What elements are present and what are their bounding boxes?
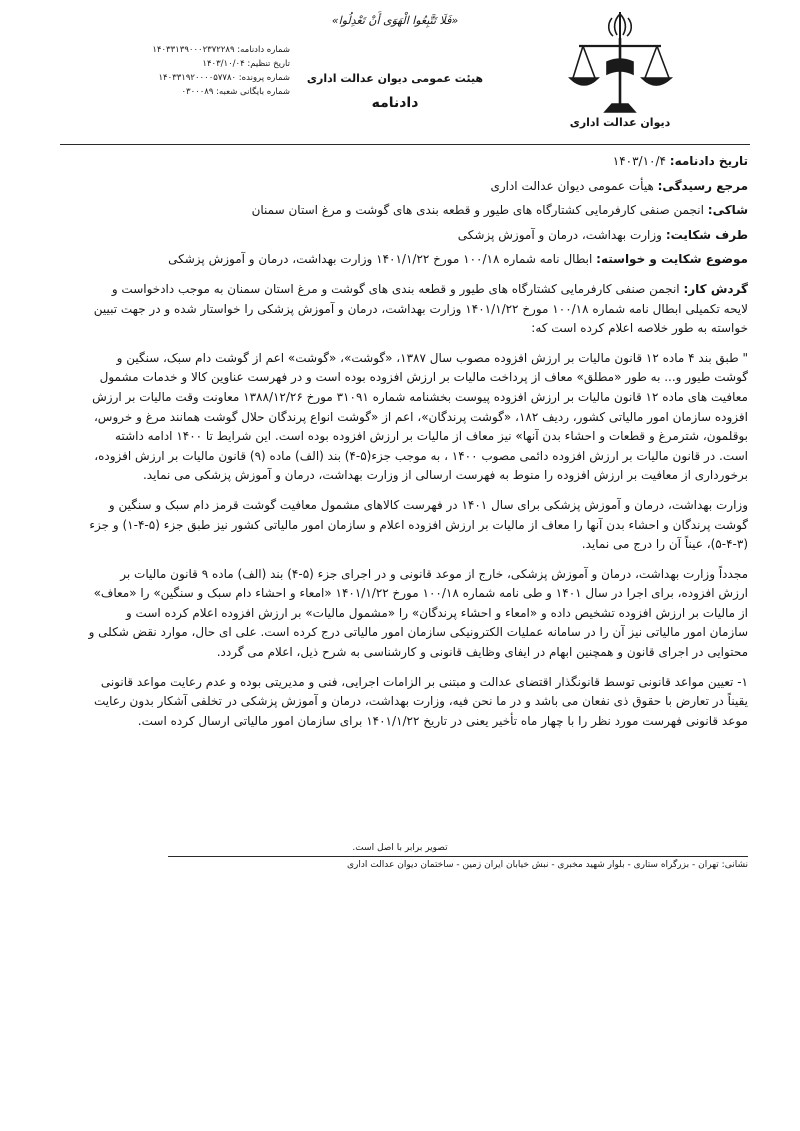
document-title: دادنامه bbox=[371, 95, 419, 111]
defendant-label: طرف شکایت: bbox=[665, 227, 748, 242]
paragraph-1: " طبق بند ۴ ماده ۱۲ قانون مالیات بر ارزش افزوده مصوب سال ۱۳۸۷، «گوشت»، «گوشت» اعم از گوشت دام سبک، سنگین و گوشت طیور و... به طور «مطلق» معاف از پرداخت مالیات بر ارزش افزوده بوده است و در فهرست عناوین کالا و خدمات مشمول معافیت های ماده ۱۲ قانون مالیات بر ارزش افزوده پیوست بخشنامه شماره ۳۱۰۹۱ مورخ ۱۳۸۸/۱۲/۲۶ معاونت وقت مالیات بر ارزش افزوده سازمان امور مالیاتی کشور، ردیف ۱۸۲، «گوشت پرندگان»، اعم از «گوشت انواع پرندگان حلال گوشت همانند مرغ و خروس، بوقلمون، شترمرغ و قطعات و احشاء بدن آنها» نیز معاف از مالیات بر ارزش افزوده بوده است. این شرایط تا ۱۴۰۰ ادامه داشته است. در قانون مالیات بر ارزش افزوده دائمی مصوب ۱۴۰۰ ، به موجب جزء(۵-۴) بند (الف) ماده (۹) قانون مالیات بر ارزش افزوده، برخورداری از معافیت بر ارزش افزوده را منوط به فهرست ارسالی از وزارت بهداشت، درمان و آموزش پزشکی می نماید. bbox=[92, 350, 748, 483]
meta-case-number: شماره پرونده: ۱۴۰۳۳۱۹۲۰۰۰۰۵۷۷۸۰ bbox=[158, 73, 290, 83]
verdict-date-line bbox=[88, 152, 748, 172]
paragraph-3: مجدداً وزارت بهداشت، درمان و آموزش پزشکی، خارج از موعد قانونی و در اجرای جزء (۵-۴) بند (الف) ماده ۹ قانون مالیات بر ارزش افزوده، برای اجرا در سال ۱۴۰۱ و طی نامه شماره ۱۰۰/۱۸ مورخ ۱۴۰۱/۱/۲۲ «امعاء و احشاء دام سبک و سنگین» را «معاف» از مالیات بر ارزش افزوده تشخیص داده و «امعاء و احشاء پرندگان» را «مشمول مالیات» بر ارزش افزوده اعلام کرده است و سازمان امور مالیاتی نیز آن را در سامانه عملیات الکترونیکی سازمان امور مالیاتی درج کرده است. علی ای حال، موارد نقض شکلی و محتوایی در اجرای قانون و همچنین ابهام در ایفای وظایف قانونی و کارشناسی به شرح ذیل، اعلام می گردد. bbox=[88, 566, 748, 660]
plaintiff-label: شاکی: bbox=[707, 203, 748, 218]
authority-value: هیأت عمومی دیوان عدالت اداری bbox=[490, 178, 654, 193]
process-label: گردش کار: bbox=[683, 281, 748, 296]
scales-of-justice-emblem-icon bbox=[565, 8, 675, 123]
defendant-line bbox=[88, 226, 748, 246]
defendant-value: وزارت بهداشت، درمان و آموزش پزشکی bbox=[457, 227, 662, 242]
subject-value: ابطال نامه شماره ۱۰۰/۱۸ مورخ ۱۴۰۱/۱/۲۲ وزارت بهداشت، درمان و آموزش پزشکی bbox=[168, 252, 593, 267]
document-body bbox=[88, 152, 748, 736]
verdict-date-value: ۱۴۰۳/۱۰/۴ bbox=[612, 154, 666, 168]
process-value: انجمن صنفی کارفرمایی کشتارگاه های طیور و قطعه بندی های گوشت و مرغ استان سمنان به موجب دادخواست و لایحه تکمیلی ابطال نامه شماره ۱۰۰/۱۸ مورخ ۱۴۰۱/۱/۲۲ وزارت بهداشت، درمان و آموزش پزشکی را خواستار شده و در جهت تبیین خواسته به طور خلاصه اعلام کرده است که: bbox=[93, 281, 748, 336]
copy-certification-note: تصویر برابر با اصل است. bbox=[352, 843, 448, 853]
subject-line bbox=[88, 250, 748, 270]
meta-issue-date: تاریخ تنظیم: ۱۴۰۳/۱۰/۰۴ bbox=[202, 59, 290, 69]
footer-address: نشانی: تهران - بزرگراه ستاری - بلوار شهید مخبری - نبش خیابان ایران زمین - ساختمان دیوان عدالت اداری bbox=[346, 860, 748, 870]
process-paragraph bbox=[88, 280, 748, 339]
emblem-caption: دیوان عدالت اداری bbox=[569, 116, 671, 129]
board-name: هیئت عمومی دیوان عدالت اداری bbox=[306, 72, 484, 85]
paragraph-2: وزارت بهداشت، درمان و آموزش پزشکی برای سال ۱۴۰۱ در فهرست کالاهای مشمول معافیت گوشت قرمز دام سبک و سنگین و گوشت پرندگان و احشاء بدن آنها را معاف از مالیات بر ارزش افزوده اعلام و سازمان امور مالیاتی کشور نیز طبق جزء (۵-۴-۱) و جزء (۳-۴-۵)، عیناً آن را درج می نماید. bbox=[89, 497, 748, 552]
meta-verdict-number: شماره دادنامه: ۱۴۰۳۳۱۳۹۰۰۰۲۳۷۲۲۸۹ bbox=[152, 45, 290, 55]
footer-divider bbox=[168, 856, 748, 857]
meta-archive-number: شماره بایگانی شعبه: ۰۳۰۰۰۸۹ bbox=[181, 87, 290, 97]
plaintiff-line bbox=[88, 201, 748, 221]
paragraph-4: ۱- تعیین مواعد قانونی توسط قانونگذار اقتضای عدالت و مبتنی بر الزامات اجرایی، فنی و مدیریتی بوده و عدم رعایت مواعد قانونی یقیناً در تعارض با حقوق ذی نفعان می باشد و در ما نحن فیه، وزارت بهداشت، درمان و آموزش پزشکی در تخلفی آشکار بدون رعایت موعد قانونی فهرست مورد نظر را با چهار ماه تأخیر یعنی در تاریخ ۱۴۰۱/۱/۲۲ برای سازمان امور مالیاتی ارسال کرده است. bbox=[94, 674, 748, 728]
authority-label: مرجع رسیدگی: bbox=[657, 178, 748, 193]
authority-line bbox=[88, 177, 748, 197]
header-verse: «فَلَا تَتَّبِعُوا الْهَوَى أَنْ تَعْدِلُوا» bbox=[331, 14, 459, 27]
verdict-date-label: تاریخ دادنامه: bbox=[669, 154, 748, 168]
subject-label: موضوع شکایت و خواسته: bbox=[596, 252, 748, 267]
plaintiff-value: انجمن صنفی کارفرمایی کشتارگاه های طیور و قطعه بندی های گوشت و مرغ استان سمنان bbox=[251, 203, 704, 218]
document-metadata bbox=[100, 43, 290, 99]
header-divider bbox=[60, 144, 750, 145]
